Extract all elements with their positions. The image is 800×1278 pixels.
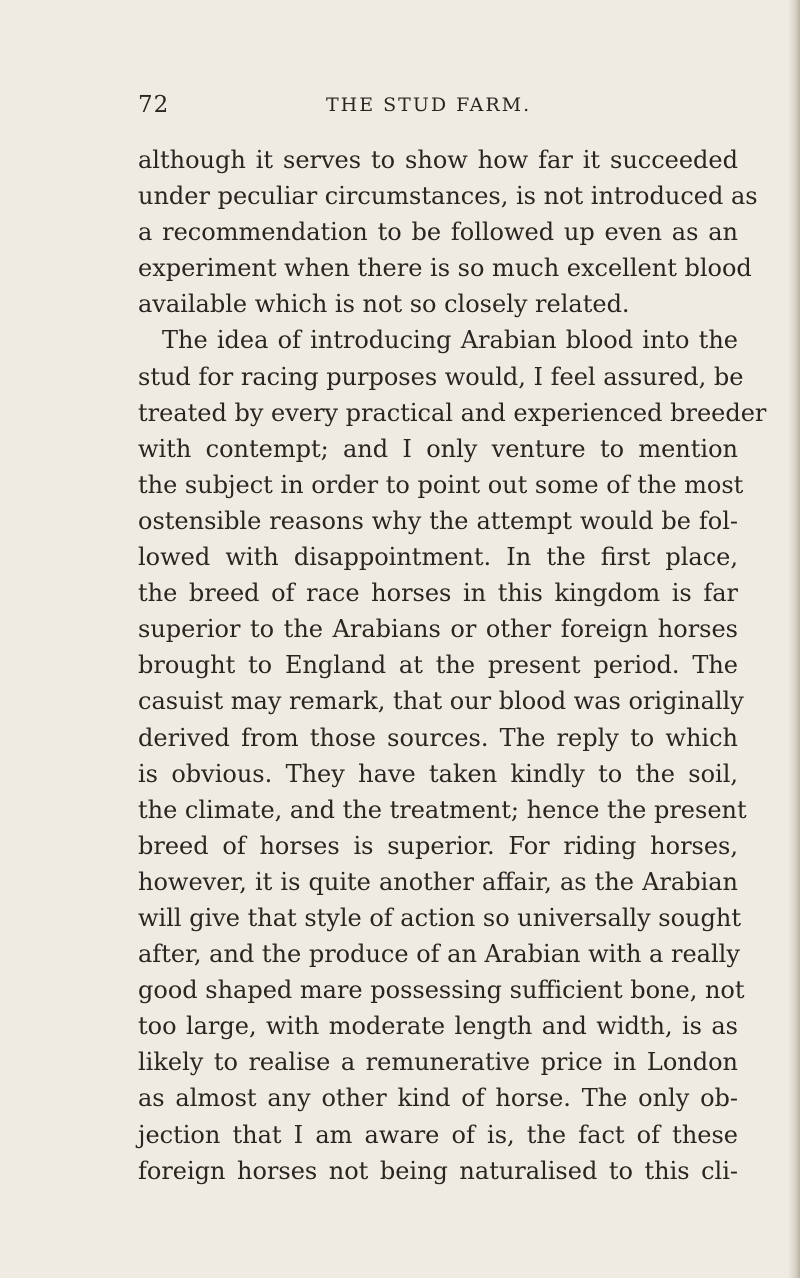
text-line: likely to realise a remunerative price in London (138, 1048, 738, 1077)
text-line: as almost any other kind of horse. The only ob- (138, 1084, 738, 1113)
page-header (138, 92, 738, 122)
text-line: jection that I am aware of is, the fact of these (138, 1120, 738, 1149)
text-line: is obvious. They have taken kindly to the soil, (138, 759, 738, 788)
text-line: the subject in order to point out some of the most (138, 470, 744, 499)
body-text (138, 142, 767, 1189)
text-line: foreign horses not being naturalised to this cli- (138, 1156, 738, 1185)
text-line: will give that style of action so universally sought (138, 903, 741, 932)
text-line: treated by every practical and experienced breeder (138, 398, 767, 427)
text-line: casuist may remark, that our blood was originally (138, 687, 744, 716)
text-line: lowed with disappointment. In the first place, (138, 543, 738, 572)
text-line: The idea of introducing Arabian blood into the (162, 326, 738, 355)
text-line: after, and the produce of an Arabian with a really (138, 940, 740, 969)
text-line: too large, with moderate length and width, is as (138, 1012, 738, 1041)
text-line: stud for racing purposes would, I feel assured, be (138, 362, 744, 391)
text-line: under peculiar circumstances, is not introduced as (138, 182, 758, 211)
text-line: the climate, and the treatment; hence the present (138, 795, 747, 824)
text-line: good shaped mare possessing sufficient bone, not (138, 976, 745, 1005)
text-line: ostensible reasons why the attempt would be fol- (138, 506, 738, 535)
text-line: with contempt; and I only venture to mention (138, 434, 738, 463)
text-line: however, it is quite another affair, as the Arabian (138, 867, 738, 896)
text-line: experiment when there is so much excellent blood (138, 254, 752, 283)
text-line: although it serves to show how far it succeeded (138, 146, 738, 174)
text-line: brought to England at the present period. The (138, 651, 738, 680)
text-line: derived from those sources. The reply to which (138, 723, 738, 752)
text-line: the breed of race horses in this kingdom is far (138, 579, 738, 608)
text-line: available which is not so closely related. (138, 290, 630, 319)
text-line: a recommendation to be followed up even as an (138, 218, 738, 247)
page-number: 72 (138, 92, 170, 118)
text-line: breed of horses is superior. For riding horses, (138, 831, 738, 860)
text-line: superior to the Arabians or other foreign horses (138, 615, 738, 644)
page-edge-shadow (788, 0, 800, 1278)
running-title: THE STUD FARM. (326, 94, 532, 116)
